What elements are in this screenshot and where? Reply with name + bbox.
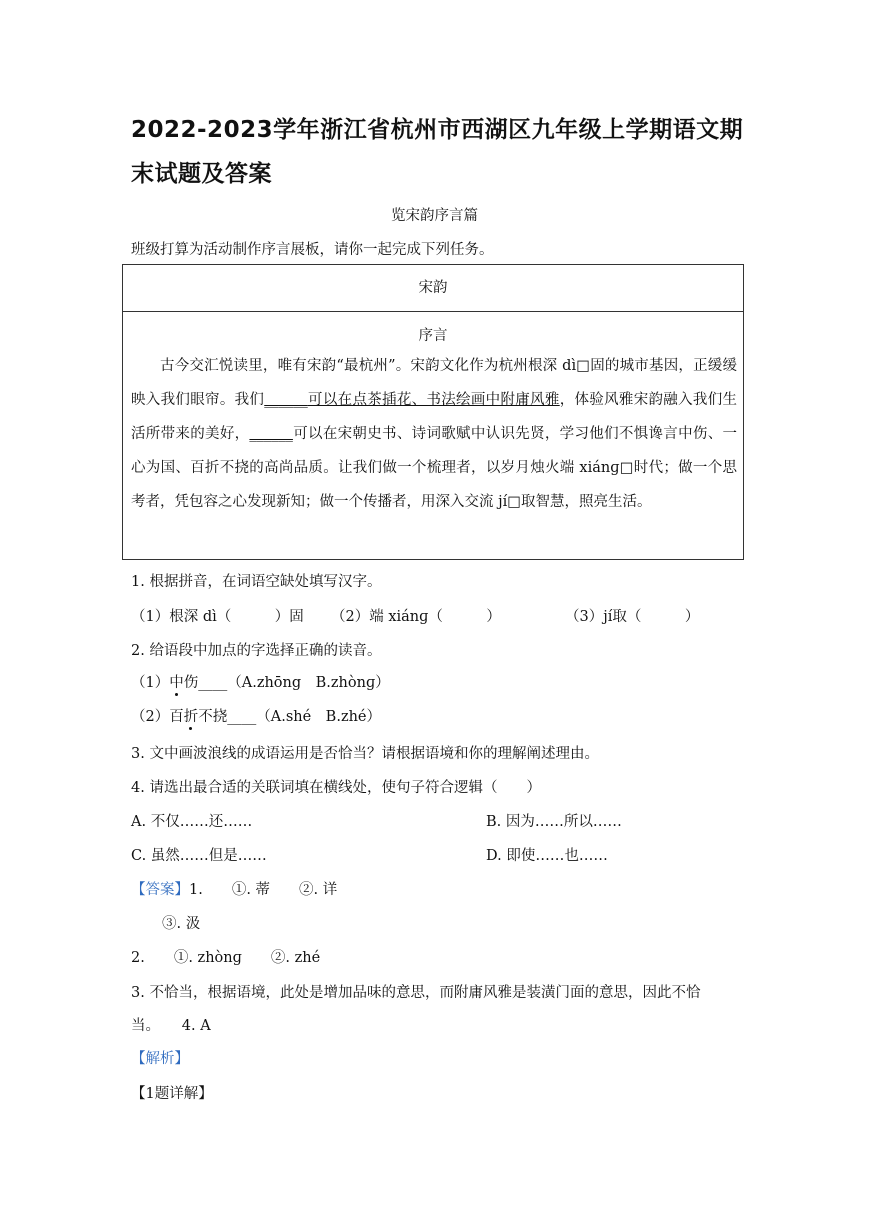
section-title: 览宋韵序言篇 <box>391 208 478 224</box>
q1-part1: （1）根深 dì（ ）固 <box>131 609 304 625</box>
para-part-c: 可以在宋朝史书、诗词歌赋中认识先贤，学习他们不惧谗言中伤、一心为国、百折不挠的高尚品质。让我们做一个梳理者，以岁月烛火端 xiánɡ□时代；做一个思考者，凭包容之心发现新知；做一个传播者，用深入交流 jí□取智慧，照亮生活。 <box>131 426 737 510</box>
q1-stem: 1. 根据拼音，在词语空缺处填写汉字。 <box>131 574 382 590</box>
box-subheader: 序言 <box>418 328 448 344</box>
preface-box <box>122 264 744 560</box>
blank-1: ______ <box>264 392 308 408</box>
answer-line-3: 2. ①. zhònɡ ②. zhé <box>131 950 321 966</box>
intro-text: 班级打算为活动制作序言展板，请你一起完成下列任务。 <box>131 242 494 258</box>
answer-q1-a: 1. ①. 蒂 ②. 详 <box>189 882 338 898</box>
answer-line-2: ③. 汲 <box>162 916 201 932</box>
answer-line-1 <box>131 878 337 899</box>
q1-part2: （2）端 xiánɡ（ ） <box>331 609 501 625</box>
q2-item2 <box>131 705 381 726</box>
para-part-a: 古今交汇悦读里，唯有宋韵“最杭州”。宋韵文化作为杭州根深 dì□固的城市基因，正缓缓映入我们眼帘。我们 <box>131 358 737 408</box>
box-header: 宋韵 <box>123 265 743 312</box>
q2-stem: 2. 给语段中加点的字选择正确的读音。 <box>131 643 382 659</box>
q2-item1 <box>131 671 390 692</box>
blank-2: ______ <box>249 426 293 442</box>
q2-item1-prefix: （1） <box>131 675 170 691</box>
preface-paragraph <box>131 349 737 519</box>
answer-tag: 【答案】 <box>131 882 189 898</box>
wavy-idiom: 可以在点茶插花、书法绘画中附庸风雅 <box>307 392 560 408</box>
document-title: 2022-2023学年浙江省杭州市西湖区九年级上学期语文期末试题及答案 <box>131 117 744 187</box>
answer-line-4: 3. 不恰当，根据语境，此处是增加品味的意思，而附庸风雅是装潢门面的意思，因此不恰 <box>131 985 701 1001</box>
q4-option-a: A. 不仅……还…… <box>131 814 253 830</box>
q4-option-b: B. 因为……所以…… <box>486 814 622 830</box>
q2-item2-dotted-char: 折 <box>183 709 199 725</box>
q3-stem: 3. 文中画波浪线的成语运用是否恰当？请根据语境和你的理解阐述理由。 <box>131 746 599 762</box>
q2-item2-prefix: （2）百 <box>131 709 184 725</box>
q1-part3: （3）jí取（ ） <box>565 609 700 625</box>
q4-option-d: D. 即使……也…… <box>486 848 608 864</box>
analysis-tag: 【解析】 <box>131 1051 189 1067</box>
q2-item1-dotted-char: 中 <box>169 675 184 691</box>
q2-item1-options: 伤____（A.zhōng B.zhònɡ） <box>183 675 390 691</box>
para-part-b: ，体验风雅宋韵融入我们生活所带来的美好， <box>131 392 738 442</box>
q2-item2-options: 不挠____（A.shé B.zhé） <box>198 709 381 725</box>
q4-option-c: C. 虽然……但是…… <box>131 848 267 864</box>
answer-line-5: 当。 4. A <box>131 1018 211 1034</box>
detail-heading: 【1题详解】 <box>131 1086 213 1102</box>
q4-stem: 4. 请选出最合适的关联词填在横线处，使句子符合逻辑（ ） <box>131 780 541 796</box>
